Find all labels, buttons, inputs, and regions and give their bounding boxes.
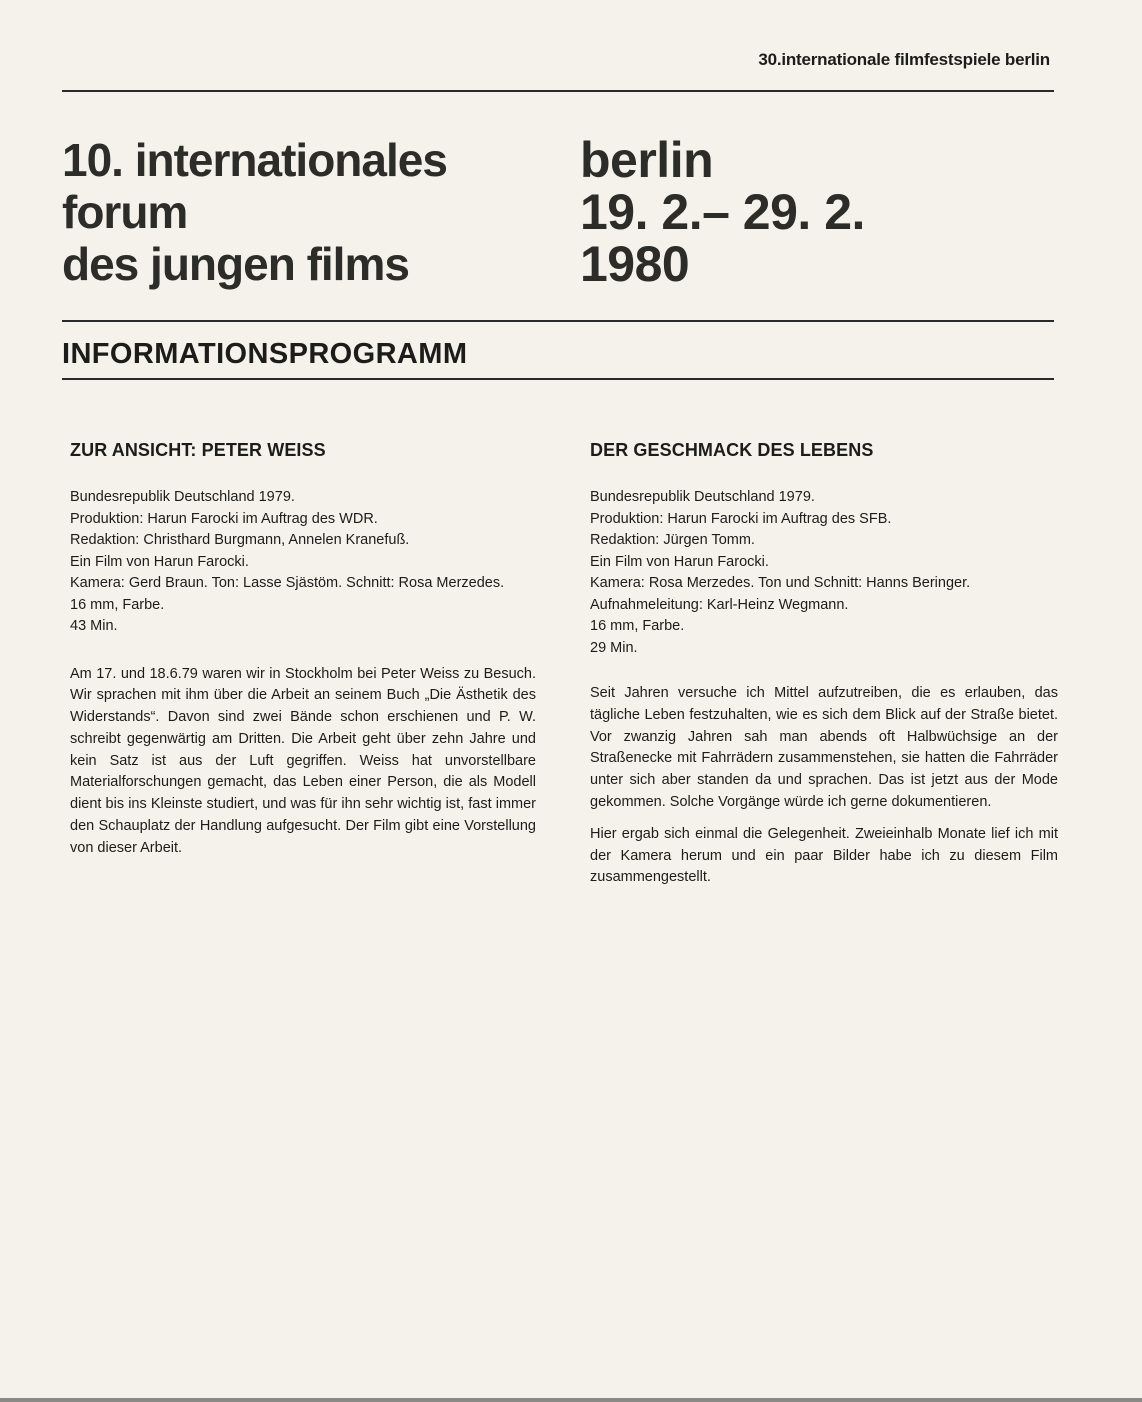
date-range-line: 19. 2.– 29. 2. <box>580 184 865 240</box>
header-rule <box>62 90 1054 92</box>
credit-line: Kamera: Gerd Braun. Ton: Lasse Sjästöm. Schnitt: Rosa Merzedes. <box>70 575 505 591</box>
forum-title-line: 10. internationales <box>62 134 447 186</box>
credit-line: 16 mm, Farbe. <box>70 596 165 613</box>
credit-line: Ein Film von Harun Farocki. <box>590 553 769 570</box>
film-entry-left <box>70 440 536 860</box>
film-description: Seit Jahren versuche ich Mittel aufzutreiben, die es erlauben, das tägliche Leben festzuhalten, wie es sich dem Blick auf der Straße bietet. Vor zwanzig Jahren sah man abends oft Halbwüchsige an der Straßenecke mit Fahrrädern zusammenstehen, sie hatten die Fahrräder unter sich aber standen da und sprachen. Das ist jetzt aus der Mode gekommen. Solche Vorgänge würde ich gerne dokumentieren. <box>590 685 1058 810</box>
credit-line: 16 mm, Farbe. <box>590 618 685 634</box>
credit-line: Redaktion: Jürgen Tomm. <box>590 532 755 548</box>
place-line: berlin <box>580 132 714 188</box>
film-title: ZUR ANSICHT: PETER WEISS <box>70 440 326 460</box>
film-description: Hier ergab sich einmal die Gelegenheit. Zweieinhalb Monate lief ich mit der Kamera herum und ein paar Bilder habe ich zu diesem Film zusammengestellt. <box>590 825 1058 886</box>
film-description: Am 17. und 18.6.79 waren wir in Stockholm bei Peter Weiss zu Besuch. Wir sprachen mit ihm über die Arbeit an seinem Buch „Die Ästhetik des Widerstands“. Davon sind zwei Bände schon erschienen und P. W. schreibt gegenwärtig am Dritten. Die Arbeit geht über zehn Jahre und kein Satz ist aus der Luft gegriffen. Weiss hat unvorstellbare Materialforschungen gemacht, das Leben einer Person, die als Modell dient bis ins Kleinste studiert, und was für ihn sehr wichtig ist, fast immer den Schauplatz der Handlung aufgesucht. Der Film gibt eine Vorstellung von dieser Arbeit. <box>70 665 536 856</box>
section-title: INFORMATIONSPROGRAMM <box>62 338 468 370</box>
page-bottom-edge <box>0 1398 1142 1402</box>
credit-line: Ein Film von Harun Farocki. <box>70 553 249 570</box>
credit-line: Produktion: Harun Farocki im Auftrag des SFB. <box>590 510 892 527</box>
festival-header: 30.internationale filmfestspiele berlin <box>758 50 1050 69</box>
title-rule <box>62 320 1054 322</box>
year-line: 1980 <box>580 236 690 292</box>
film-credits <box>70 487 536 638</box>
credit-line: Redaktion: Christhard Burgmann, Annelen Kranefuß. <box>70 532 410 548</box>
credit-line: 29 Min. <box>590 639 638 656</box>
forum-title <box>62 134 447 290</box>
film-title: DER GESCHMACK DES LEBENS <box>590 440 874 460</box>
credit-line: Bundesrepublik Deutschland 1979. <box>590 489 815 505</box>
film-credits <box>590 487 1058 659</box>
forum-title-line: des jungen films <box>62 238 409 290</box>
credit-line: Kamera: Rosa Merzedes. Ton und Schnitt: Hanns Beringer. Aufnahmeleitung: Karl-Heinz Wegmann. <box>590 575 971 613</box>
credit-line: Produktion: Harun Farocki im Auftrag des WDR. <box>70 510 378 527</box>
credit-line: 43 Min. <box>70 618 118 634</box>
section-rule <box>62 378 1054 380</box>
credit-line: Bundesrepublik Deutschland 1979. <box>70 489 295 505</box>
film-entry-right <box>590 440 1058 889</box>
place-date-title <box>580 134 865 290</box>
forum-title-line: forum <box>62 186 188 238</box>
